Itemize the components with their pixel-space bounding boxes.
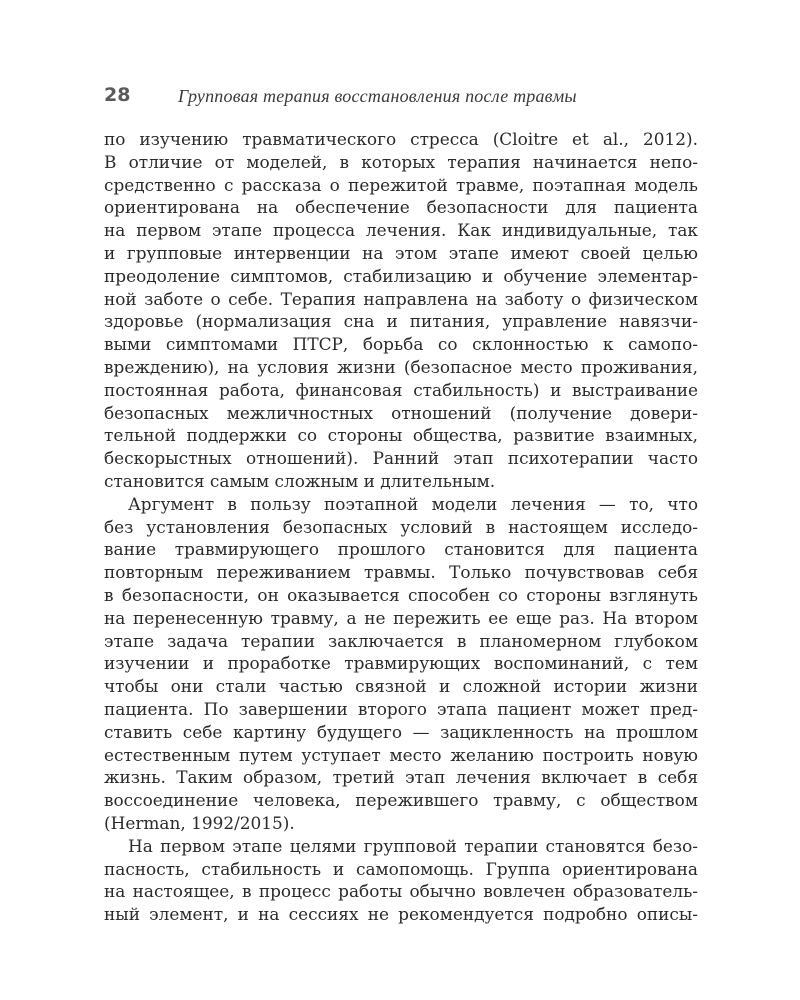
- text-line: безопасных межличностных отношений (получение довери-: [104, 402, 698, 423]
- running-header: [104, 82, 704, 112]
- text-line: (Herman, 1992/2015).: [104, 812, 295, 833]
- text-line: повторным переживанием травмы. Только почувствовав себя: [104, 562, 698, 583]
- text-line: На первом этапе целями групповой терапии становятся безо-: [128, 835, 698, 856]
- text-line: ной заботе о себе. Терапия направлена на заботу о физическом: [104, 288, 698, 309]
- text-line: бескорыстных отношений). Ранний этап психотерапии часто: [104, 448, 698, 469]
- text-line: ный элемент, и на сессиях не рекомендуется подробно описы-: [104, 904, 698, 925]
- text-line: В отличие от моделей, в которых терапия начинается непо-: [104, 151, 698, 172]
- text-line: на первом этапе процесса лечения. Как индивидуальные, так: [104, 220, 698, 241]
- text-line: изучении и проработке травмирующих воспоминаний, с тем: [104, 653, 698, 674]
- text-line: без установления безопасных условий в настоящем исследо-: [104, 516, 698, 537]
- text-line: преодоление симптомов, стабилизацию и обучение элементар-: [104, 265, 698, 286]
- text-line: ориентирована на обеспечение безопасности для пациента: [104, 197, 698, 218]
- text-line: выми симптомами ПТСР, борьба со склонностью к самопо-: [104, 334, 698, 355]
- page-number: 28: [104, 84, 131, 106]
- text-line: в безопасности, он оказывается способен со стороны взглянуть: [104, 584, 698, 605]
- paragraph-1: [104, 128, 698, 493]
- text-line: пасность, стабильность и самопомощь. Группа ориентирована: [104, 858, 698, 879]
- body-text: [104, 128, 698, 926]
- text-line: постоянная работа, финансовая стабильность) и выстраивание: [104, 379, 698, 400]
- text-line: тельной поддержки со стороны общества, развитие взаимных,: [104, 425, 698, 446]
- running-title: Групповая терапия восстановления после травмы: [178, 86, 577, 106]
- text-line: пациента. По завершении второго этапа пациент может пред-: [104, 698, 698, 719]
- text-line: вреждению), на условия жизни (безопасное место проживания,: [104, 356, 698, 377]
- text-line: становится самым сложным и длительным.: [104, 470, 496, 491]
- text-line: на настоящее, в процесс работы обычно вовлечен образователь-: [104, 881, 698, 902]
- text-line: на перенесенную травму, а не пережить ее еще раз. На втором: [104, 607, 698, 628]
- text-line: Аргумент в пользу поэтапной модели лечения — то, что: [128, 493, 698, 514]
- text-line: и групповые интервенции на этом этапе имеют своей целью: [104, 242, 698, 263]
- text-line: жизнь. Таким образом, третий этап лечения включает в себя: [104, 767, 698, 788]
- text-line: воссоединение человека, пережившего травму, с обществом: [104, 790, 698, 811]
- text-line: по изучению травматического стресса (Cloitre et al., 2012).: [104, 129, 698, 149]
- text-line: здоровье (нормализация сна и питания, управление навязчи-: [104, 311, 698, 332]
- text-line: вание травмирующего прошлого становится для пациента: [104, 539, 698, 560]
- paragraph-3: [104, 835, 698, 926]
- paragraph-2: [104, 493, 698, 835]
- text-line: средственно с рассказа о пережитой травме, поэтапная модель: [104, 174, 698, 195]
- text-line: этапе задача терапии заключается в планомерном глубоком: [104, 630, 698, 651]
- text-line: естественным путем уступает место желанию построить новую: [104, 744, 698, 765]
- text-line: чтобы они стали частью связной и сложной истории жизни: [104, 676, 698, 697]
- text-line: ставить себе картину будущего — зацикленность на прошлом: [104, 721, 698, 742]
